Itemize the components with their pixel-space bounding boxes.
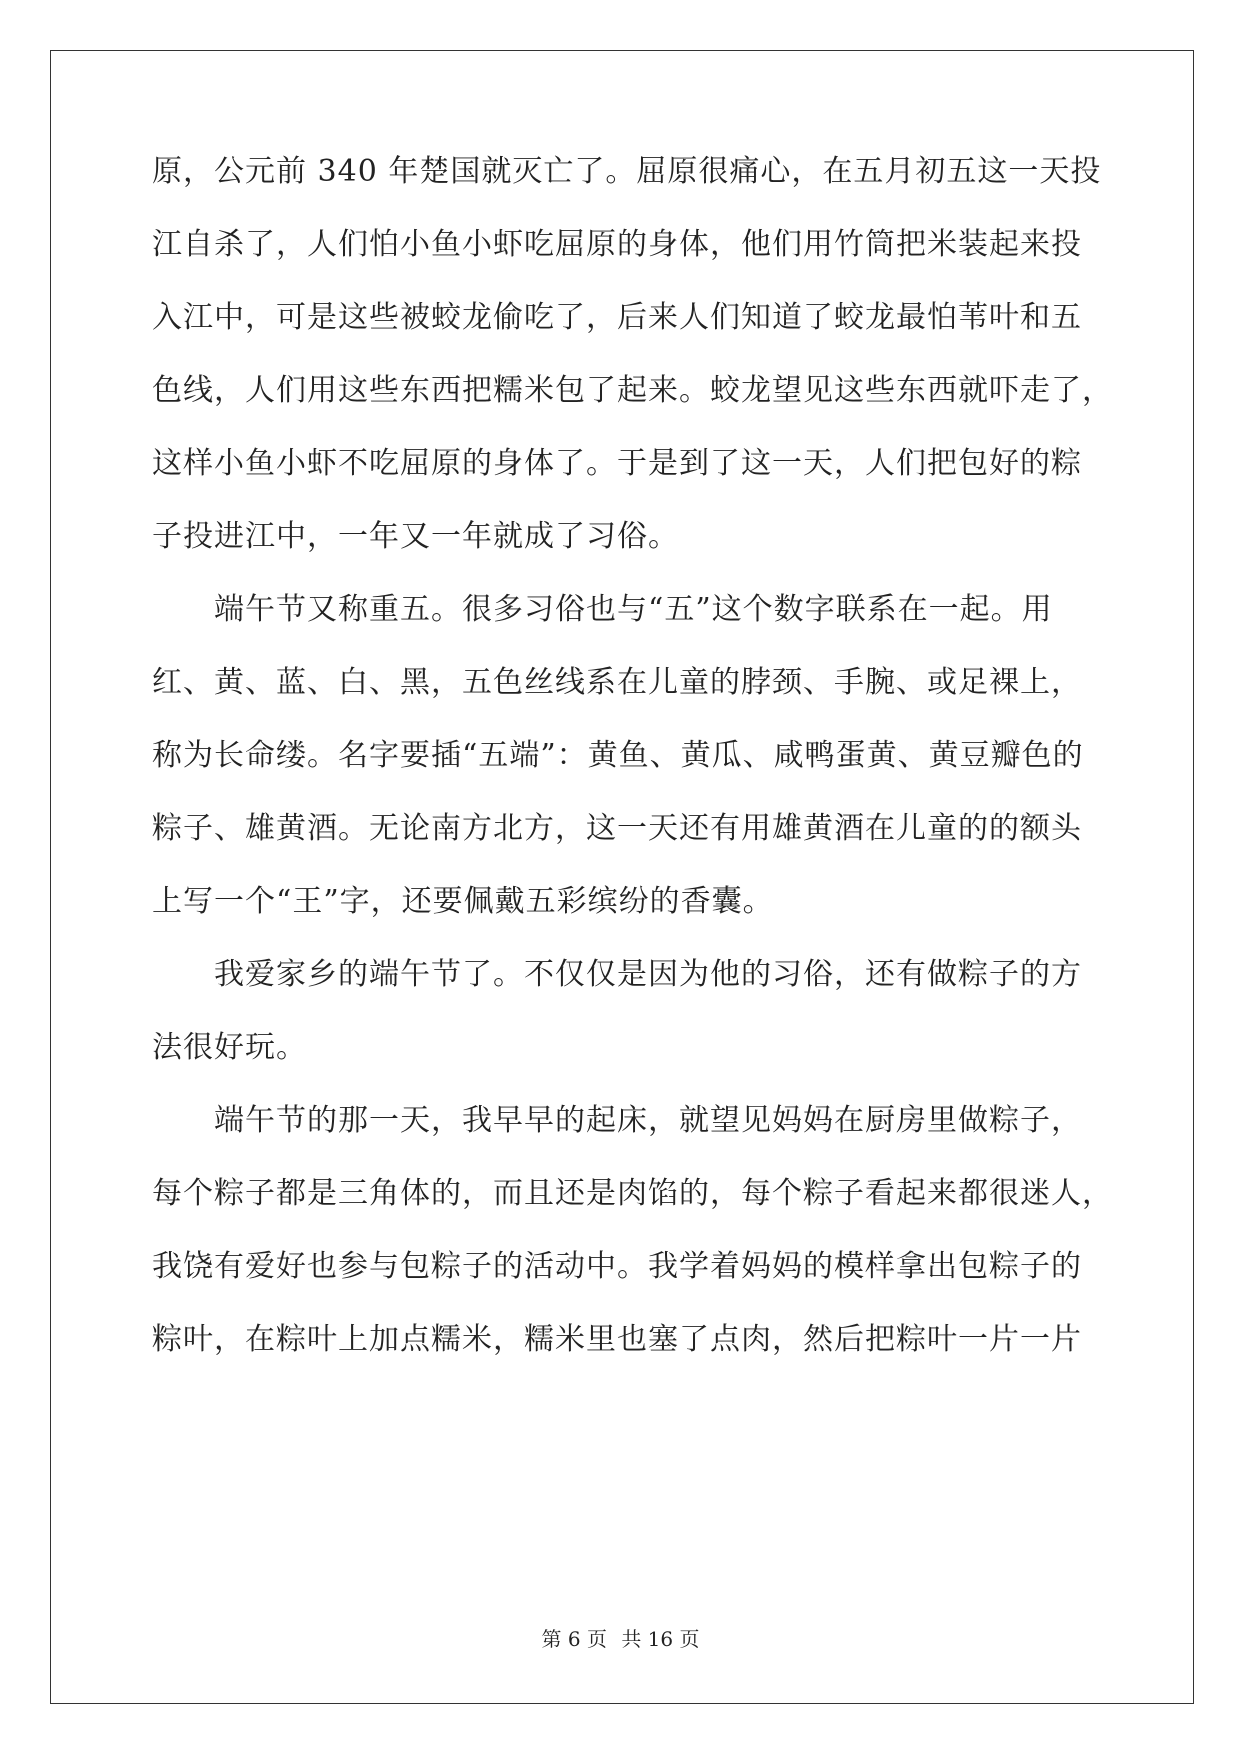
text-line: 色线，人们用这些东西把糯米包了起来。蛟龙望见这些东西就吓走了， [152,373,1113,408]
text-line: 我爱家乡的端午节了。不仅仅是因为他的习俗，还有做粽子的方 [214,957,1082,992]
text-line: 我饶有爱好也参与包粽子的活动中。我学着妈妈的模样拿出包粽子的 [152,1249,1082,1284]
text-line: 入江中，可是这些被蛟龙偷吃了，后来人们知道了蛟龙最怕苇叶和五 [152,300,1082,335]
text-line: 每个粽子都是三角体的，而且还是肉馅的，每个粽子看起来都很迷人， [152,1176,1113,1211]
text-line: 江自杀了，人们怕小鱼小虾吃屈原的身体，他们用竹筒把米装起来投 [152,227,1082,262]
text-line: 粽叶，在粽叶上加点糯米，糯米里也塞了点肉，然后把粽叶一片一片 [152,1322,1082,1357]
text-line: 粽子、雄黄酒。无论南方北方，这一天还有用雄黄酒在儿童的的额头 [152,811,1082,846]
page-total: 共 16 页 [621,1627,700,1651]
page-footer [0,1623,1241,1652]
text-line: 端午节的那一天，我早早的起床，就望见妈妈在厨房里做粽子， [214,1103,1082,1138]
text-line: 称为长命缕。名字要插“五端”：黄鱼、黄瓜、咸鸭蛋黄、黄豆瓣色的 [152,738,1084,773]
text-line: 端午节又称重五。很多习俗也与“五”这个数字联系在一起。用 [214,592,1053,627]
text-line: 法很好玩。 [152,1030,307,1065]
text-line: 原，公元前 340 年楚国就灭亡了。屈原很痛心，在五月初五这一天投 [152,154,1102,189]
text-line: 上写一个“王”字，还要佩戴五彩缤纷的香囊。 [152,884,774,919]
text-line: 子投进江中，一年又一年就成了习俗。 [152,519,679,554]
text-line: 红、黄、蓝、白、黑，五色丝线系在儿童的脖颈、手腕、或足裸上， [152,665,1082,700]
page-number: 第 6 页 [541,1627,607,1651]
text-line: 这样小鱼小虾不吃屈原的身体了。于是到了这一天，人们把包好的粽 [152,446,1082,481]
